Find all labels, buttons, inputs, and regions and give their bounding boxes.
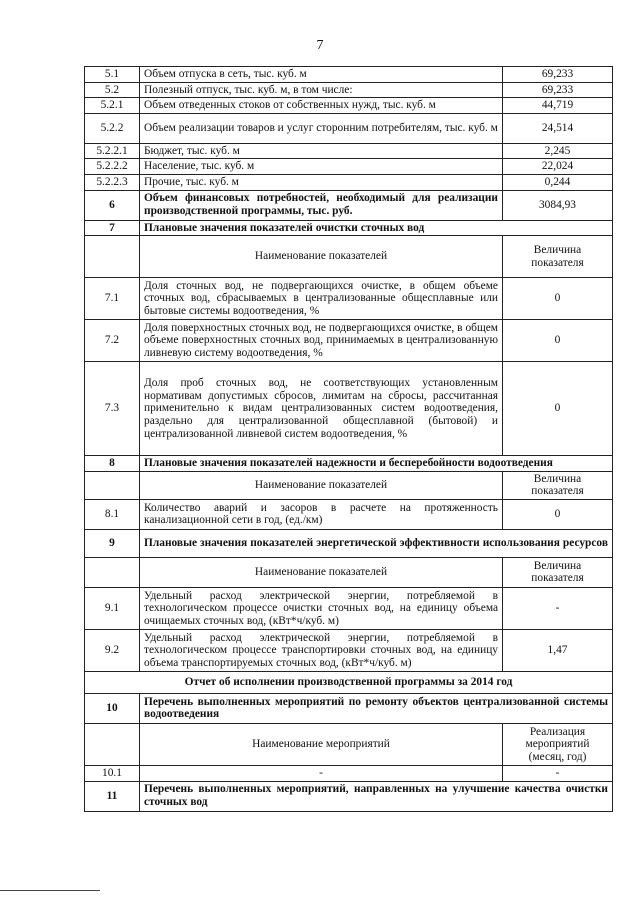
section-heading-row bbox=[85, 781, 613, 811]
section-title: Плановые значения показателей надежности и бесперебойности водоотведения bbox=[140, 456, 613, 472]
row-name: Удельный расход электрической энергии, потребляемой в технологическом процессе транспортировки сточных вод, на единицу объема транспортируемых сточных вод, (кВт*ч/куб. м) bbox=[140, 629, 503, 671]
section-number: 9 bbox=[85, 529, 140, 557]
empty-cell bbox=[85, 723, 140, 765]
row-number: 5.2.2 bbox=[85, 113, 140, 143]
row-name: Объем реализации товаров и услуг сторонним потребителям, тыс. куб. м bbox=[140, 113, 503, 143]
table-row bbox=[85, 174, 613, 190]
table-row bbox=[85, 587, 613, 629]
section-title: Перечень выполненных мероприятий, направленных на улучшение качества очистки сточных вод bbox=[140, 781, 613, 811]
row-number: 8.1 bbox=[85, 499, 140, 529]
section-number: 7 bbox=[85, 220, 140, 236]
column-header-row bbox=[85, 236, 613, 278]
row-value: 0 bbox=[503, 278, 613, 320]
section-number: 11 bbox=[85, 781, 140, 811]
page-number: 7 bbox=[316, 38, 324, 53]
row-name: - bbox=[140, 765, 503, 781]
row-number: 6 bbox=[85, 190, 140, 220]
section-heading-row bbox=[85, 529, 613, 557]
row-name: Удельный расход электрической энергии, потребляемой в технологическом процессе очистки сточных вод, на единицу объема очищаемых сточных вод, (кВт*ч/куб. м) bbox=[140, 587, 503, 629]
row-value: 69,233 bbox=[503, 67, 613, 83]
report-title-row bbox=[85, 671, 613, 693]
table-row bbox=[85, 765, 613, 781]
row-name: Объем отведенных стоков от собственных нужд, тыс. куб. м bbox=[140, 98, 503, 114]
table-row bbox=[85, 82, 613, 98]
row-name: Объем финансовых потребностей, необходимый для реализации производственной программы, тыс. руб. bbox=[140, 190, 503, 220]
column-header-row bbox=[85, 471, 613, 499]
table-row bbox=[85, 159, 613, 175]
empty-cell bbox=[85, 557, 140, 587]
section-title: Плановые значения показателей очистки сточных вод bbox=[140, 220, 613, 236]
row-name: Доля поверхностных сточных вод, не подвергающихся очистке, в общем объеме поверхностных сточных вод, принимаемых в централизованную ливневую систему водоотведения, % bbox=[140, 320, 503, 362]
row-number: 7.3 bbox=[85, 362, 140, 456]
table-row bbox=[85, 362, 613, 456]
section-heading-row bbox=[85, 693, 613, 723]
row-name: Полезный отпуск, тыс. куб. м, в том числе: bbox=[140, 82, 503, 98]
row-number: 5.1 bbox=[85, 67, 140, 83]
row-name: Доля проб сточных вод, не соответствующих установленным нормативам допустимых сбросов, лимитам на сбросы, рассчитанная применительно к видам централизованных систем водоотведения, раздельно для централизованной общесплавной (бытовой) и централизованной ливневой систем водоотведения, % bbox=[140, 362, 503, 456]
row-value: 22,024 bbox=[503, 159, 613, 175]
section-number: 10 bbox=[85, 693, 140, 723]
row-value: 24,514 bbox=[503, 113, 613, 143]
row-name: Количество аварий и засоров в расчете на протяженность канализационной сети в год, (ед./км) bbox=[140, 499, 503, 529]
row-value: - bbox=[503, 587, 613, 629]
page-bottom-rule bbox=[0, 890, 100, 891]
row-value: 0,244 bbox=[503, 174, 613, 190]
row-number: 5.2.1 bbox=[85, 98, 140, 114]
column-header-value: Величина показателя bbox=[503, 557, 613, 587]
table-row bbox=[85, 499, 613, 529]
table-row bbox=[85, 113, 613, 143]
column-header-row bbox=[85, 723, 613, 765]
row-number: 5.2.2.2 bbox=[85, 159, 140, 175]
section-title: Перечень выполненных мероприятий по ремонту объектов централизованной системы водоотведения bbox=[140, 693, 613, 723]
row-number: 9.1 bbox=[85, 587, 140, 629]
row-value: 44,719 bbox=[503, 98, 613, 114]
table-row bbox=[85, 320, 613, 362]
row-name: Население, тыс. куб. м bbox=[140, 159, 503, 175]
table-row bbox=[85, 190, 613, 220]
row-number: 5.2.2.3 bbox=[85, 174, 140, 190]
row-value: 0 bbox=[503, 320, 613, 362]
row-name: Прочие, тыс. куб. м bbox=[140, 174, 503, 190]
row-value: 2,245 bbox=[503, 143, 613, 159]
table-row bbox=[85, 67, 613, 83]
column-header-value: Величина показателя bbox=[503, 471, 613, 499]
row-number: 7.1 bbox=[85, 278, 140, 320]
row-value: - bbox=[503, 765, 613, 781]
table-row bbox=[85, 629, 613, 671]
row-value: 69,233 bbox=[503, 82, 613, 98]
row-number: 5.2 bbox=[85, 82, 140, 98]
report-title: Отчет об исполнении производственной программы за 2014 год bbox=[85, 671, 613, 693]
column-header-name: Наименование показателей bbox=[140, 471, 503, 499]
section-number: 8 bbox=[85, 456, 140, 472]
table-row bbox=[85, 98, 613, 114]
row-value: 0 bbox=[503, 499, 613, 529]
table-row bbox=[85, 143, 613, 159]
row-number: 10.1 bbox=[85, 765, 140, 781]
empty-cell bbox=[85, 471, 140, 499]
table-row bbox=[85, 278, 613, 320]
column-header-name: Наименование показателей bbox=[140, 236, 503, 278]
row-value: 3084,93 bbox=[503, 190, 613, 220]
row-value: 0 bbox=[503, 362, 613, 456]
row-name: Объем отпуска в сеть, тыс. куб. м bbox=[140, 67, 503, 83]
column-header-value: Реализация мероприятий (месяц, год) bbox=[503, 723, 613, 765]
row-name: Доля сточных вод, не подвергающихся очистке, в общем объеме сточных вод, сбрасываемых в централизованные общесплавные или бытовые системы водоотведения, % bbox=[140, 278, 503, 320]
column-header-name: Наименование показателей bbox=[140, 557, 503, 587]
section-title: Плановые значения показателей энергетической эффективности использования ресурсов bbox=[140, 529, 613, 557]
section-heading-row bbox=[85, 456, 613, 472]
empty-cell bbox=[85, 236, 140, 278]
row-number: 7.2 bbox=[85, 320, 140, 362]
row-value: 1,47 bbox=[503, 629, 613, 671]
row-number: 9.2 bbox=[85, 629, 140, 671]
row-number: 5.2.2.1 bbox=[85, 143, 140, 159]
column-header-row bbox=[85, 557, 613, 587]
production-program-table bbox=[84, 66, 613, 812]
column-header-value: Величина показателя bbox=[503, 236, 613, 278]
section-heading-row bbox=[85, 220, 613, 236]
row-name: Бюджет, тыс. куб. м bbox=[140, 143, 503, 159]
column-header-name: Наименование мероприятий bbox=[140, 723, 503, 765]
